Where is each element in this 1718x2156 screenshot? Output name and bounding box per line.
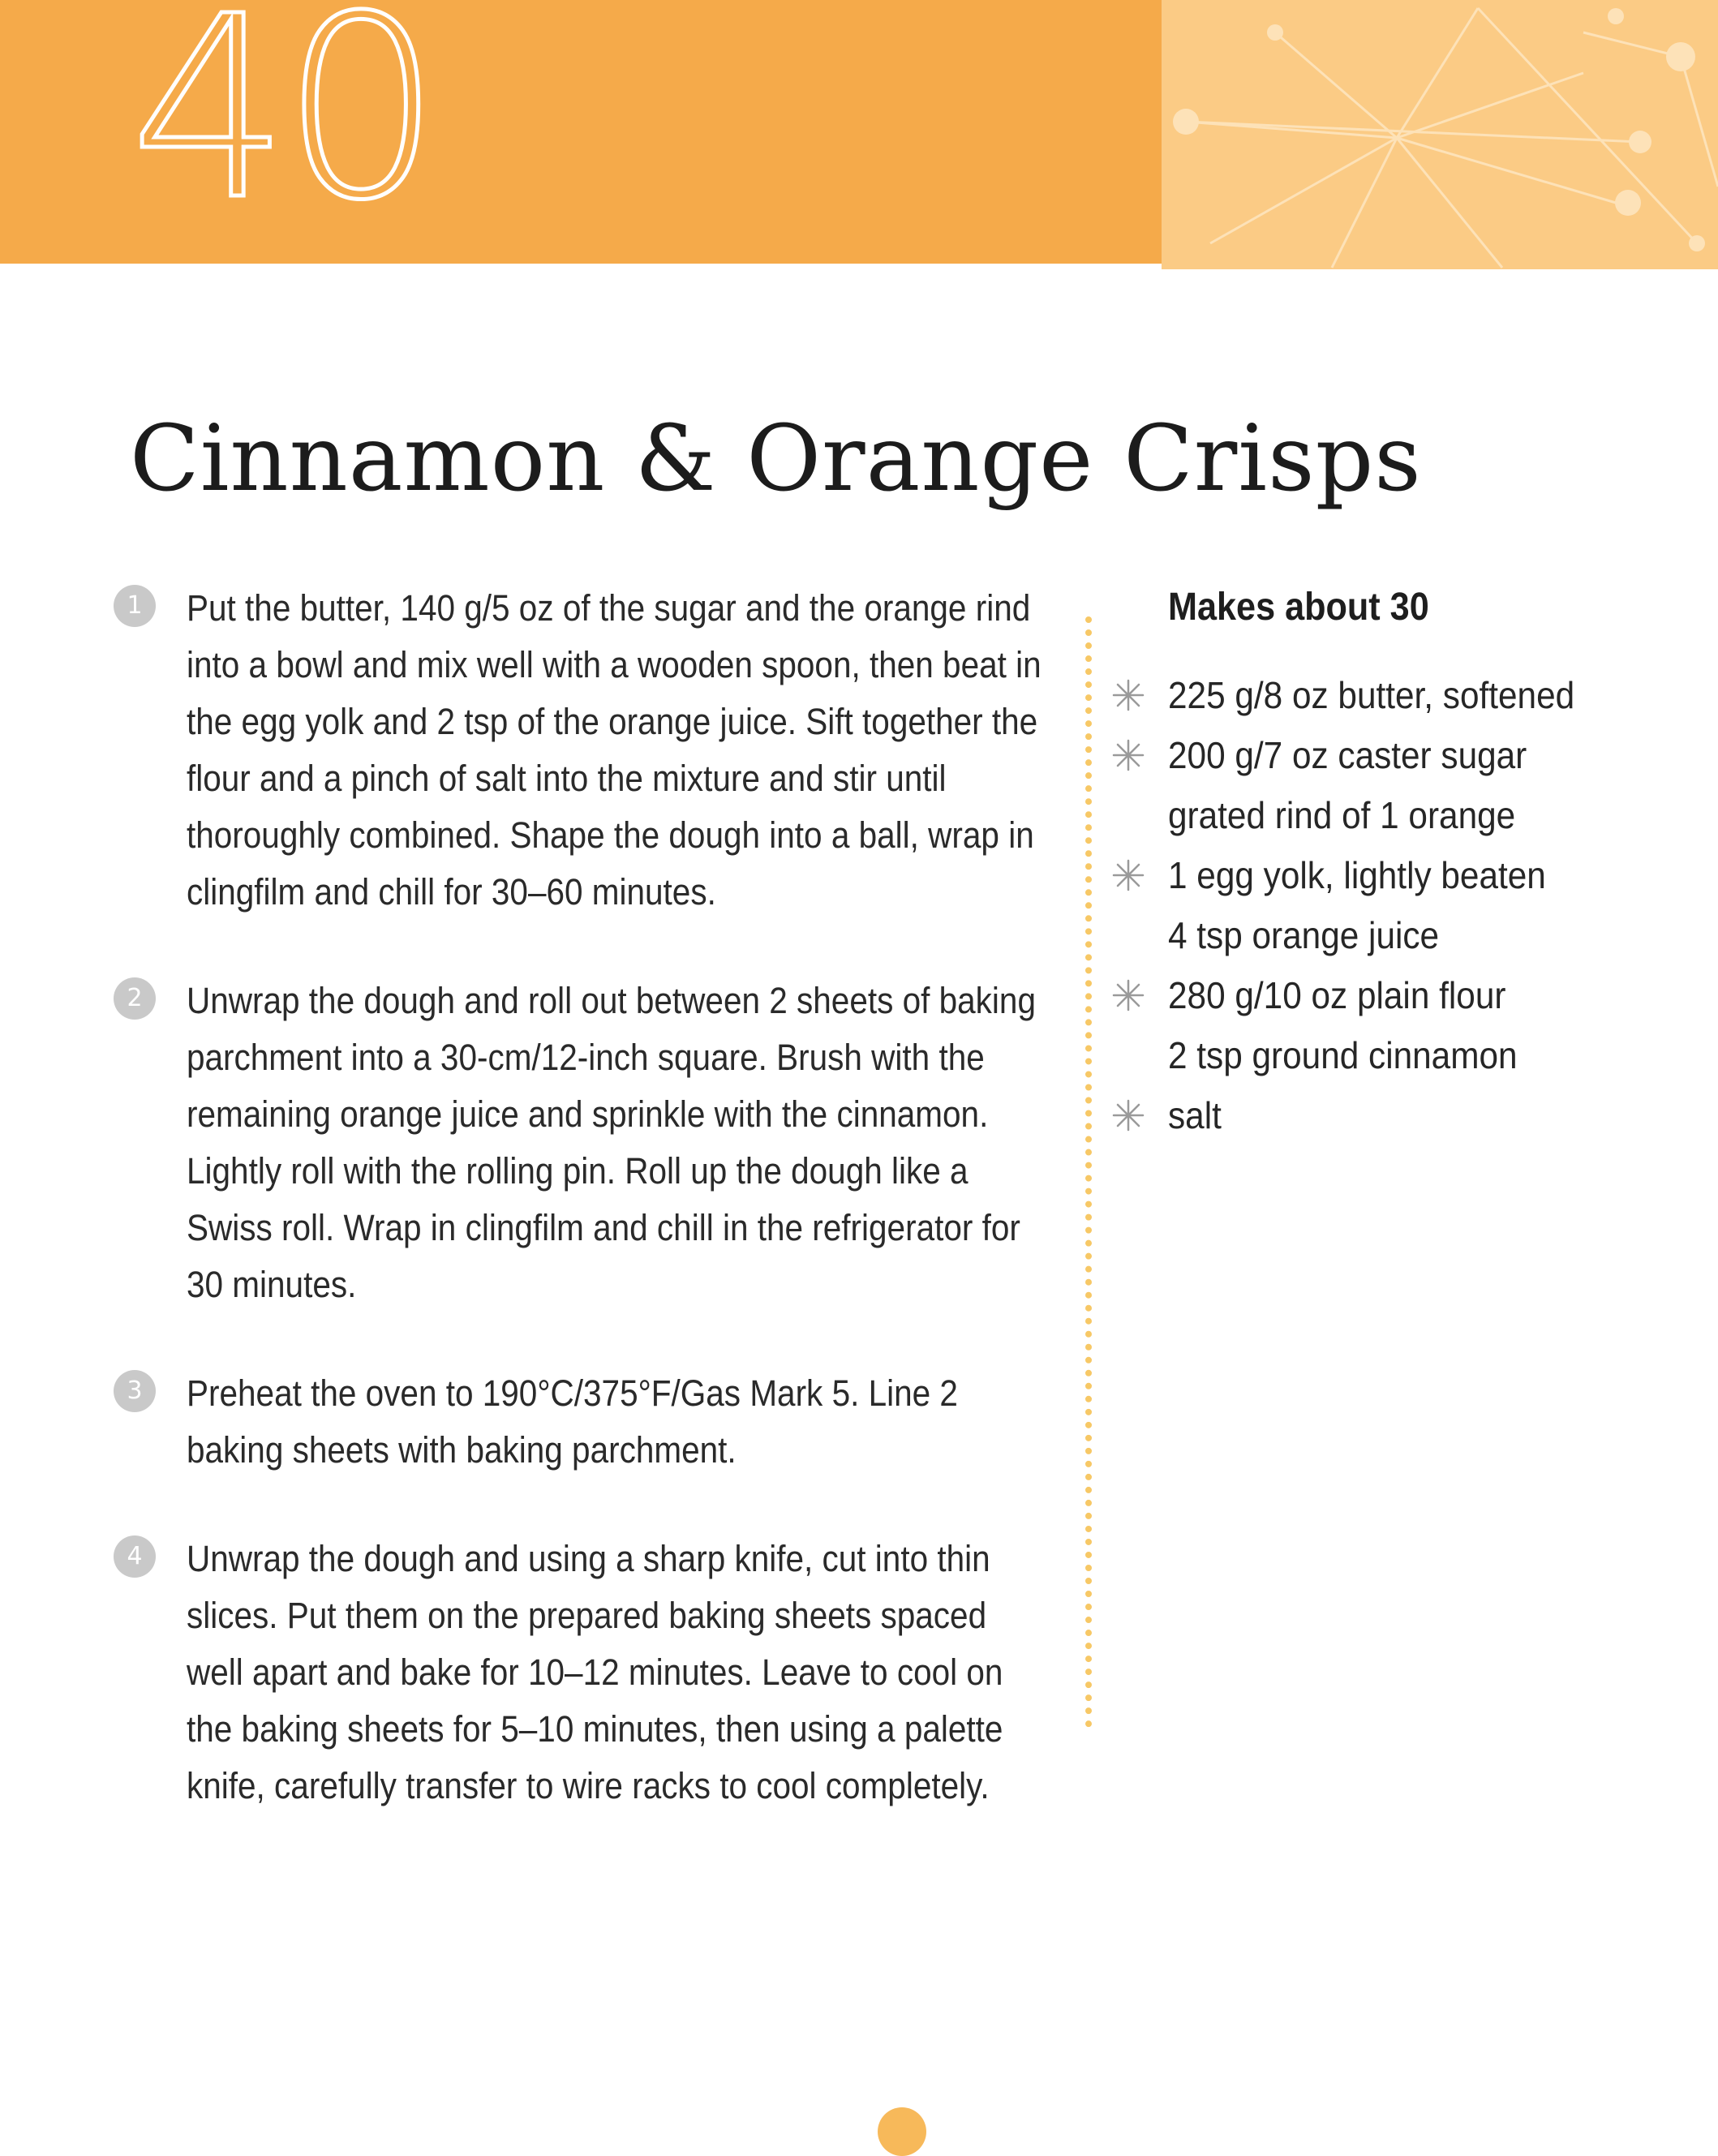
star-icon (1110, 857, 1147, 894)
header-decoration (1162, 0, 1718, 269)
star-icon (1110, 737, 1147, 774)
yield-heading: Makes about 30 (1168, 586, 1429, 629)
page-number: 40 (130, 0, 434, 256)
method-steps (105, 580, 1046, 1866)
ingredient-text: 4 tsp orange juice (1168, 914, 1440, 956)
dotted-divider (1085, 616, 1092, 1728)
step-text: Unwrap the dough and using a sharp knife, cut into thin slices. Put them on the prepared baking sheets spaced well apart and bake for 10–12 minutes. Leave to cool on the baking sheets for 5–10 minutes, then using a palette knife, carefully transfer to wire racks to cool completely. (187, 1538, 1003, 1806)
ingredient-item (1103, 965, 1610, 1025)
ingredient-item (1103, 905, 1610, 965)
ingredient-list (1103, 665, 1610, 1145)
ingredient-text: grated rind of 1 orange (1168, 794, 1516, 836)
star-icon (1110, 1097, 1147, 1134)
starburst-pattern-icon (1162, 0, 1718, 269)
ingredient-item (1103, 725, 1610, 785)
step-text: Preheat the oven to 190°C/375°F/Gas Mark 5. Line 2 baking sheets with baking parchment. (187, 1372, 958, 1471)
decorative-dot (878, 2107, 926, 2156)
step-text: Unwrap the dough and roll out between 2 sheets of baking parchment into a 30-cm/12-inch square. Brush with the remaining orange juice and sprinkle with the cinnamon. Lightly roll with the rolling pin. Roll up the dough like a Swiss roll. Wrap in clingfilm and chill in the refrigerator for 30 minutes. (187, 980, 1036, 1305)
ingredient-item (1103, 1025, 1610, 1085)
ingredient-item (1103, 665, 1610, 725)
ingredient-item (1103, 845, 1610, 905)
ingredient-text: 225 g/8 oz butter, softened (1168, 674, 1575, 716)
method-step (105, 580, 1046, 921)
step-number-badge: 4 (114, 1535, 156, 1578)
recipe-title: Cinnamon & Orange Crisps (130, 406, 1422, 512)
step-number-badge: 1 (114, 585, 156, 627)
ingredient-text: 1 egg yolk, lightly beaten (1168, 854, 1546, 896)
ingredient-text: 2 tsp ground cinnamon (1168, 1034, 1518, 1076)
star-icon (1110, 676, 1147, 714)
step-number-badge: 3 (114, 1370, 156, 1412)
ingredient-item (1103, 1085, 1610, 1145)
step-number-badge: 2 (114, 977, 156, 1020)
star-icon (1110, 977, 1147, 1014)
method-step (105, 1365, 1046, 1479)
ingredient-item (1103, 785, 1610, 845)
ingredient-text: salt (1168, 1094, 1222, 1136)
method-step (105, 973, 1046, 1313)
ingredient-text: 280 g/10 oz plain flour (1168, 974, 1506, 1016)
step-text: Put the butter, 140 g/5 oz of the sugar and the orange rind into a bowl and mix well with a wooden spoon, then beat in the egg yolk and 2 tsp of the orange juice. Sift together the flour and a pinch of salt into the mixture and stir until thoroughly combined. Shape the dough into a ball, wrap in clingfilm and chill for 30–60 minutes. (187, 587, 1042, 913)
method-step (105, 1531, 1046, 1815)
ingredient-text: 200 g/7 oz caster sugar (1168, 734, 1527, 776)
